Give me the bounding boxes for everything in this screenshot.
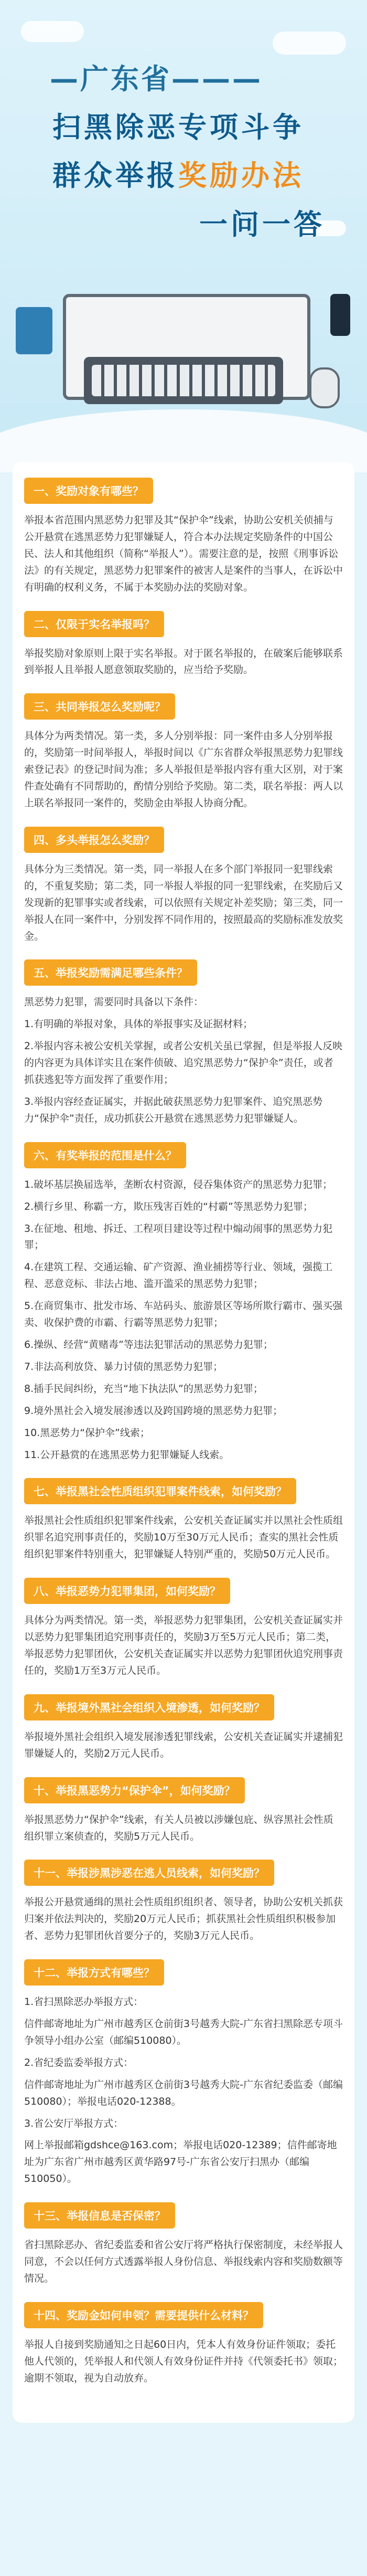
qa-answer-paragraph: 1.破坏基层换届选举，垄断农村资源，侵吞集体资产的黑恶势力犯罪； xyxy=(24,1178,333,1190)
qa-question: 十四、奖励金如何申领？需要提供什么材料？ xyxy=(24,2302,263,2328)
qa-answer-paragraph: 具体分为三类情况。第一类，同一举报人在多个部门举报同一犯罪线索的，不重复奖励；第二类，同一举报人举报的同一犯罪线索，在奖励后又发现新的犯罪事实或者线索，可以依照有关规定补差奖励；第三类，同一举报人在同一案件中，分别发挥不同作用的，按照最高的奖励标准发放奖金。 xyxy=(24,863,343,942)
mouse-icon xyxy=(309,367,340,408)
qa-section xyxy=(24,1142,343,1464)
qa-question: 三、共同举报怎么奖励呢？ xyxy=(24,693,175,720)
qa-question: 十二、举报方式有哪些？ xyxy=(24,1959,164,1986)
qa-section xyxy=(24,1860,343,1945)
qa-answer-paragraph: 2.横行乡里、称霸一方，欺压残害百姓的“村霸”等黑恶势力犯罪； xyxy=(24,1200,313,1212)
title-sub-part1: 群众举报 xyxy=(52,159,178,192)
phone-icon xyxy=(330,294,350,336)
qa-question: 十、举报黑恶势力“保护伞”，如何奖励？ xyxy=(24,1777,245,1803)
qa-answer-paragraph: 举报奖励对象原则上限于实名举报。对于匿名举报的，在破案后能够联系到举报人且举报人愿意领取奖励的，应当给予奖励。 xyxy=(24,647,343,676)
qa-question: 四、多头举报怎么奖励？ xyxy=(24,827,164,853)
qa-answer-paragraph: 3.举报内容经查证属实，并据此破获黑恶势力犯罪案件、追究黑恶势力“保护伞”责任，成功抓获公开悬赏在逃黑恶势力犯罪嫌疑人。 xyxy=(24,1095,323,1124)
qa-answer-paragraph: 信件邮寄地址为广州市越秀区仓前街3号越秀大院-广东省纪委监委（邮编510080）；举报电话020-12388。 xyxy=(24,2078,343,2107)
qa-answer-paragraph: 10.黑恶势力“保护伞”线索； xyxy=(24,1427,150,1439)
qa-answer-paragraph: 9.境外黑社会入境发展渗透以及跨国跨境的黑恶势力犯罪； xyxy=(24,1405,283,1417)
title-sub-part2: 奖励办法 xyxy=(178,159,304,192)
qa-answer-paragraph: 1.省扫黑除恶办举报方式： xyxy=(24,1996,144,2008)
qa-answer-paragraph: 网上举报邮箱gdshce@163.com；举报电话020-12389；信件邮寄地址为广东省广州市越秀区黄华路97号-广东省公安厅扫黑办（邮编510050）。 xyxy=(24,2139,337,2185)
qa-section xyxy=(24,611,343,679)
qa-answer-paragraph: 3.在征地、租地、拆迁、工程项目建设等过程中煽动闹事的黑恶势力犯罪； xyxy=(24,1222,333,1251)
keyboard-keys xyxy=(92,365,275,396)
qa-answer-paragraph: 7.非法高利放贷、暴力讨债的黑恶势力犯罪； xyxy=(24,1360,223,1373)
qa-answer-paragraph: 3.省公安厅举报方式： xyxy=(24,2117,124,2129)
qa-answer-paragraph: 举报黑社会性质组织犯罪案件线索，公安机关查证属实并以黑社会性质组织罪名追究刑事责任的，奖励10万至30万元人民币；查实的黑社会性质组织犯罪案件特别重大，犯罪嫌疑人特别严重的，奖励50万元人民币。 xyxy=(24,1515,343,1560)
qa-answer-paragraph: 5.在商贸集市、批发市场、车站码头、旅游景区等场所欺行霸市、强买强卖、收保护费的市霸、行霸等黑恶势力犯罪； xyxy=(24,1300,343,1329)
qa-answer-paragraph: 2.省纪委监委举报方式： xyxy=(24,2056,134,2068)
qa-question: 五、举报奖励需满足哪些条件？ xyxy=(24,959,197,986)
title-province: —广东省——— xyxy=(50,62,263,96)
qa-sections xyxy=(24,478,343,2387)
qa-section xyxy=(24,693,343,812)
header-banner xyxy=(0,0,367,472)
qa-answer-paragraph: 信件邮寄地址为广州市越秀区仓前街3号越秀大院-广东省扫黑除恶专项斗争领导小组办公室（邮编510080）。 xyxy=(24,2018,343,2046)
qa-section xyxy=(24,1694,343,1762)
qa-question: 八、举报恶势力犯罪集团，如何奖励？ xyxy=(24,1578,230,1604)
qa-section xyxy=(24,2302,343,2387)
qa-section xyxy=(24,1578,343,1680)
qa-answer-paragraph: 举报公开悬赏通缉的黑社会性质组织组织者、领导者，协助公安机关抓获归案并依法判决的，奖励20万元人民币；抓获黑社会性质组织积极参加者、恶势力犯罪团伙首要分子的，奖励3万元人民币。 xyxy=(24,1896,343,1942)
qa-question: 二、仅限于实名举报吗？ xyxy=(24,611,164,637)
qa-answer-paragraph: 黑恶势力犯罪，需要同时具备以下条件： xyxy=(24,996,204,1008)
qa-question: 六、有奖举报的范围是什么？ xyxy=(24,1142,186,1168)
qa-answer-paragraph: 4.在建筑工程、交通运输、矿产资源、渔业捕捞等行业、领域，强揽工程、恶意竞标、非法占地、滥开滥采的黑恶势力犯罪； xyxy=(24,1261,333,1290)
qa-question: 十三、举报信息是否保密？ xyxy=(24,2202,175,2229)
qa-section xyxy=(24,2202,343,2287)
qa-answer-paragraph: 1.有明确的举报对象，具体的举报事实及证据材料； xyxy=(24,1018,253,1030)
title-sub xyxy=(52,153,304,194)
qa-answer-paragraph: 具体分为两类情况。第一类，多人分别举报：同一案件由多人分别举报的，奖励第一时间举报人，举报时间以《广东省群众举报黑恶势力犯罪线索登记表》的登记时间为准；多人举报但是举报内容有重大区别，对于案件查处确有不同帮助的，酌情分别给予奖励。第二类，联名举报：两人以上联名举报同一案件的，奖励金由举报人协商分配。 xyxy=(24,730,343,809)
coffee-cup-icon xyxy=(16,307,52,354)
cloud-decoration xyxy=(21,21,84,42)
qa-question: 十一、举报涉黑涉恶在逃人员线索，如何奖励？ xyxy=(24,1860,274,1886)
footer-spacer xyxy=(0,2423,367,2444)
qa-answer-paragraph: 2.举报内容未被公安机关掌握，或者公安机关虽已掌握，但是举报人反映的内容更为具体详实且在案件侦破、追究黑恶势力“保护伞”责任，或者抓获逃犯等方面发挥了重要作用； xyxy=(24,1040,343,1086)
qa-section xyxy=(24,1959,343,2188)
qa-question: 九、举报境外黑社会组织入境渗透，如何奖励？ xyxy=(24,1694,274,1720)
qa-answer-paragraph: 省扫黑除恶办、省纪委监委和省公安厅将严格执行保密制度，未经举报人同意，不会以任何方式透露举报人身份信息、举报线索内容和奖励数额等情况。 xyxy=(24,2239,343,2284)
qa-section xyxy=(24,1777,343,1845)
qa-answer-paragraph: 举报境外黑社会组织入境发展渗透犯罪线索，公安机关查证属实并逮捕犯罪嫌疑人的，奖励2万元人民币。 xyxy=(24,1730,343,1759)
qa-answer-paragraph: 具体分为两类情况。第一类，举报恶势力犯罪集团，公安机关查证属实并以恶势力犯罪集团追究刑事责任的，奖励3万至5万元人民币；第二类，举报恶势力犯罪团伙，公安机关查证属实并以恶势力犯罪团伙追究刑事责任的，奖励1万至3万元人民币。 xyxy=(24,1614,343,1676)
qa-answer-paragraph: 举报本省范围内黑恶势力犯罪及其“保护伞”线索，协助公安机关侦捕与公开悬赏在逃黑恶势力犯罪嫌疑人，符合本办法规定奖励条件的中国公民、法人和其他组织（简称“举报人”）。需要注意的是，按照《刑事诉讼法》的有关规定，黑恶势力犯罪案件的被害人是案件的当事人，在诉讼中有明确的权利义务，不属于本奖励办法的奖励对象。 xyxy=(24,514,343,593)
title-main: 扫黑除恶专项斗争 xyxy=(52,111,304,144)
qa-section xyxy=(24,1478,343,1563)
qa-answer-paragraph: 举报人自接到奖励通知之日起60日内，凭本人有效身份证件领取；委托他人代领的，凭举报人和代领人有效身份证件并持《代领委托书》领取；逾期不领取，视为自动放弃。 xyxy=(24,2338,343,2384)
qa-answer-paragraph: 8.插手民间纠纷，充当“地下执法队”的黑恶势力犯罪； xyxy=(24,1382,263,1395)
qa-answer-paragraph: 6.操纵、经营“黄赌毒”等违法犯罪活动的黑恶势力犯罪； xyxy=(24,1339,273,1350)
qa-section xyxy=(24,827,343,945)
qa-section xyxy=(24,478,343,596)
qa-section xyxy=(24,959,343,1127)
qa-question: 一、奖励对象有哪些？ xyxy=(24,478,153,504)
title-qa: 一问一答 xyxy=(199,208,325,241)
qa-question: 七、举报黑社会性质组织犯罪案件线索，如何奖励？ xyxy=(24,1478,296,1504)
qa-answer-paragraph: 11.公开悬赏的在逃黑恶势力犯罪嫌疑人线索。 xyxy=(24,1449,230,1461)
cloud-decoration xyxy=(273,31,346,55)
qa-content-card xyxy=(13,462,354,2423)
qa-answer-paragraph: 举报黑恶势力“保护伞”线索，有关人员被以涉嫌包庇、纵容黑社会性质组织罪立案侦查的，奖励5万元人民币。 xyxy=(24,1813,333,1842)
